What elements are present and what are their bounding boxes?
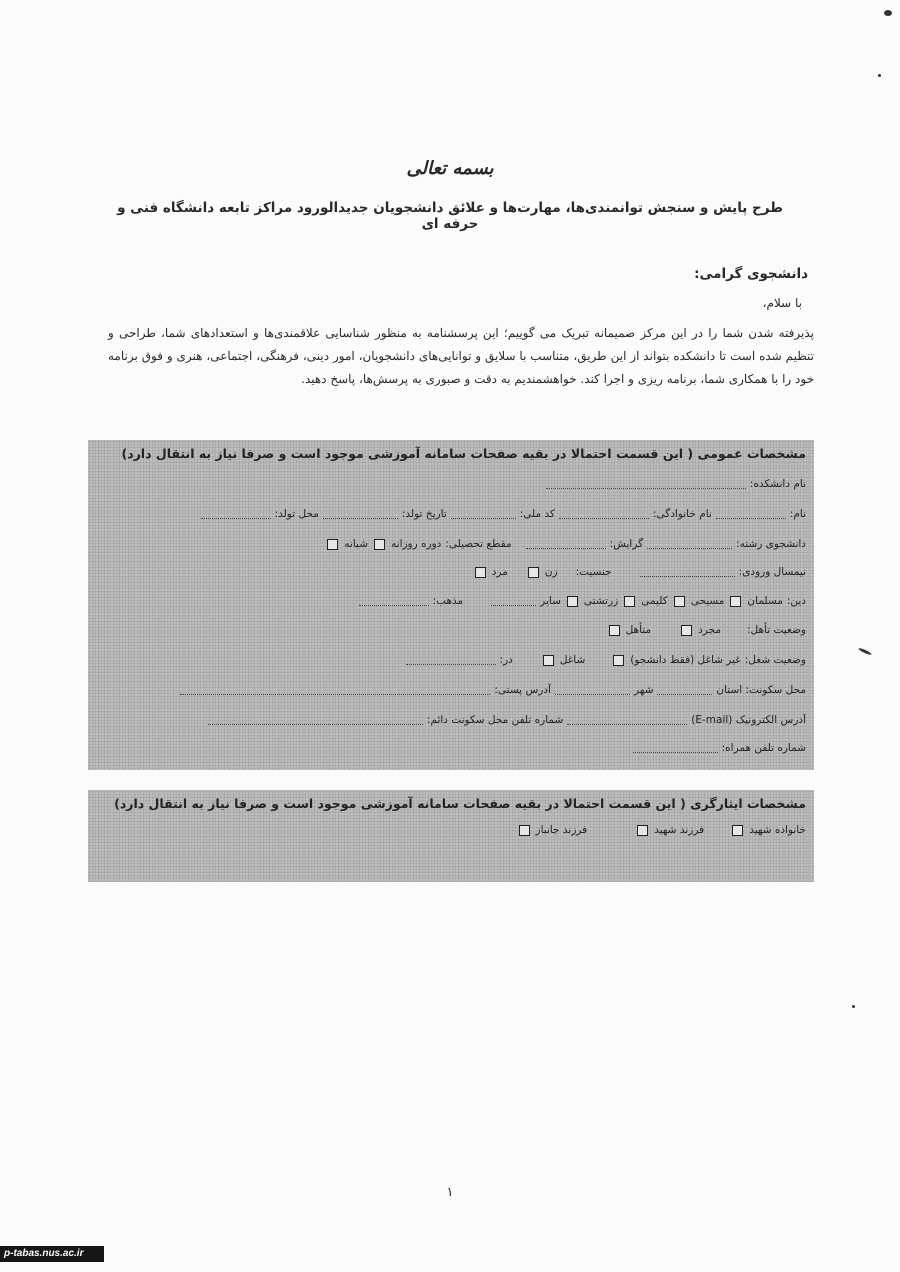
- workplace-label: در:: [499, 654, 513, 666]
- veteran-child-checkbox[interactable]: [519, 825, 530, 836]
- name-label: نام:: [789, 508, 806, 520]
- semester-field[interactable]: [640, 567, 735, 577]
- employed-checkbox[interactable]: [543, 655, 554, 666]
- gender-label: جنسیت:: [575, 566, 612, 578]
- home-phone-field[interactable]: [208, 715, 423, 725]
- christian-label: مسیحی: [690, 595, 725, 607]
- isargari-section: [88, 790, 814, 882]
- college-field[interactable]: [546, 479, 746, 489]
- single-label: مجرد: [698, 624, 721, 636]
- female-label: زن: [544, 566, 558, 578]
- general-info-section: [88, 440, 814, 770]
- employment-label: وضعیت شغل:: [744, 654, 806, 666]
- row-marital: [96, 620, 806, 640]
- source-watermark: p-tabas.nus.ac.ir: [0, 1246, 104, 1262]
- national-code-label: کد ملی:: [519, 508, 555, 520]
- sect-label: مذهب:: [432, 595, 464, 607]
- row-employment: [96, 650, 806, 670]
- row-name: [96, 504, 806, 524]
- daytime-checkbox[interactable]: [374, 539, 385, 550]
- intro-paragraph: پذیرفته شدن شما را در این مرکز صمیمانه تبریک می گوییم؛ این پرسشنامه به منظور شناسایی علاقمندی‌ها و استعدادهای شما، طراحی و تنظیم شده است تا دانشکده بتواند از این طریق، متناسب با سلایق و توانایی‌های دانشجویان، امور دینی، فرهنگی، اجتماعی، هنری و فوق برنامه خود را با همکاری شما، برنامه ریزی و اجرا کند. خواهشمندیم به دقت و صبوری به پرسش‌ها، پاسخ دهید.: [108, 326, 814, 386]
- greeting: دانشجوی گرامی:: [694, 266, 808, 282]
- orientation-input[interactable]: [526, 539, 606, 549]
- veteran-child-label: فرزند جانباز: [535, 824, 588, 836]
- martyr-child-checkbox[interactable]: [637, 825, 648, 836]
- scan-speck: [878, 74, 881, 77]
- religion-label: دین:: [786, 595, 806, 607]
- female-checkbox[interactable]: [528, 567, 539, 578]
- evening-checkbox[interactable]: [327, 539, 338, 550]
- employed-label: شاغل: [559, 654, 586, 666]
- semester-label: نیمسال ورودی:: [738, 566, 806, 578]
- row-mobile: [96, 738, 806, 758]
- field-label: دانشجوی رشته:: [736, 538, 806, 550]
- workplace-field[interactable]: [406, 655, 496, 665]
- postal-address-label: آدرس پستی:: [494, 684, 551, 696]
- evening-label: شبانه: [344, 538, 369, 550]
- male-label: مرد: [491, 566, 508, 578]
- mobile-label: شماره تلفن همراه:: [721, 742, 806, 754]
- sect-field[interactable]: [359, 596, 429, 606]
- scan-speck: [884, 10, 892, 16]
- city-field[interactable]: [555, 685, 630, 695]
- field-input[interactable]: [647, 539, 732, 549]
- row-religion: [96, 591, 806, 611]
- married-label: متأهل: [625, 624, 652, 636]
- unemployed-label: غیر شاغل (فقط دانشجو): [630, 654, 741, 666]
- christian-checkbox[interactable]: [674, 596, 685, 607]
- row-isargari: [96, 820, 806, 840]
- martyr-family-checkbox[interactable]: [732, 825, 743, 836]
- home-phone-label: شماره تلفن محل سکونت دائم:: [426, 714, 564, 726]
- jewish-label: کلیمی: [641, 595, 668, 607]
- family-field[interactable]: [559, 509, 649, 519]
- zoroastrian-label: زرتشتی: [583, 595, 619, 607]
- row-college: [96, 474, 806, 494]
- orientation-label: گرایش:: [609, 538, 644, 550]
- family-label: نام خانوادگی:: [652, 508, 712, 520]
- muslim-label: مسلمان: [747, 595, 783, 607]
- row-contact: [96, 710, 806, 730]
- salutation: با سلام،: [762, 296, 802, 310]
- row-residence: [96, 680, 806, 700]
- other-religion-field[interactable]: [491, 596, 536, 606]
- daytime-label: دوره روزانه: [391, 538, 442, 550]
- page-title: بسمه تعالی: [406, 158, 494, 179]
- jewish-checkbox[interactable]: [624, 596, 635, 607]
- birth-place-field[interactable]: [201, 509, 271, 519]
- level-label: مقطع تحصیلی:: [445, 538, 512, 550]
- email-label: آدرس الکترونیک (E-mail): [691, 714, 806, 726]
- married-checkbox[interactable]: [609, 625, 620, 636]
- college-label: نام دانشکده:: [749, 478, 806, 490]
- other-religion-label: سایر: [540, 595, 561, 607]
- row-field: [96, 534, 806, 554]
- muslim-checkbox[interactable]: [730, 596, 741, 607]
- name-field[interactable]: [716, 509, 786, 519]
- row-semester: [96, 562, 806, 582]
- zoroastrian-checkbox[interactable]: [567, 596, 578, 607]
- form-subtitle: طرح پایش و سنجش توانمندی‌ها، مهارت‌ها و علائق دانشجویان جدیدالورود مراکز تابعه دانشگاه فنی و حرفه ای: [117, 200, 783, 232]
- email-field[interactable]: [567, 715, 687, 725]
- birth-place-label: محل تولد:: [274, 508, 319, 520]
- page-number: ۱: [446, 1185, 454, 1200]
- birth-date-field[interactable]: [323, 509, 398, 519]
- city-label: شهر: [633, 684, 654, 696]
- general-info-heading: مشخصات عمومی ( این قسمت احتمالا در بقیه صفحات سامانه آموزشی موجود است و صرفا نیاز به انتقال دارد): [121, 446, 806, 461]
- mobile-field[interactable]: [633, 743, 718, 753]
- scan-speck: [852, 1005, 855, 1008]
- marital-label: وضعیت تأهل:: [746, 624, 806, 636]
- postal-address-field[interactable]: [180, 685, 490, 695]
- martyr-child-label: فرزند شهید: [654, 824, 705, 836]
- martyr-family-label: خانواده شهید: [749, 824, 806, 836]
- national-code-field[interactable]: [451, 509, 516, 519]
- scan-speck: [858, 647, 872, 656]
- unemployed-checkbox[interactable]: [613, 655, 624, 666]
- province-field[interactable]: [657, 685, 712, 695]
- birth-date-label: تاریخ تولد:: [401, 508, 447, 520]
- residence-province-label: محل سکونت: استان: [716, 684, 806, 696]
- isargari-heading: مشخصات ایثارگری ( این قسمت احتمالا در بقیه صفحات سامانه آموزشی موجود است و صرفا نیاز به انتقال دارد): [114, 796, 806, 811]
- single-checkbox[interactable]: [681, 625, 692, 636]
- male-checkbox[interactable]: [475, 567, 486, 578]
